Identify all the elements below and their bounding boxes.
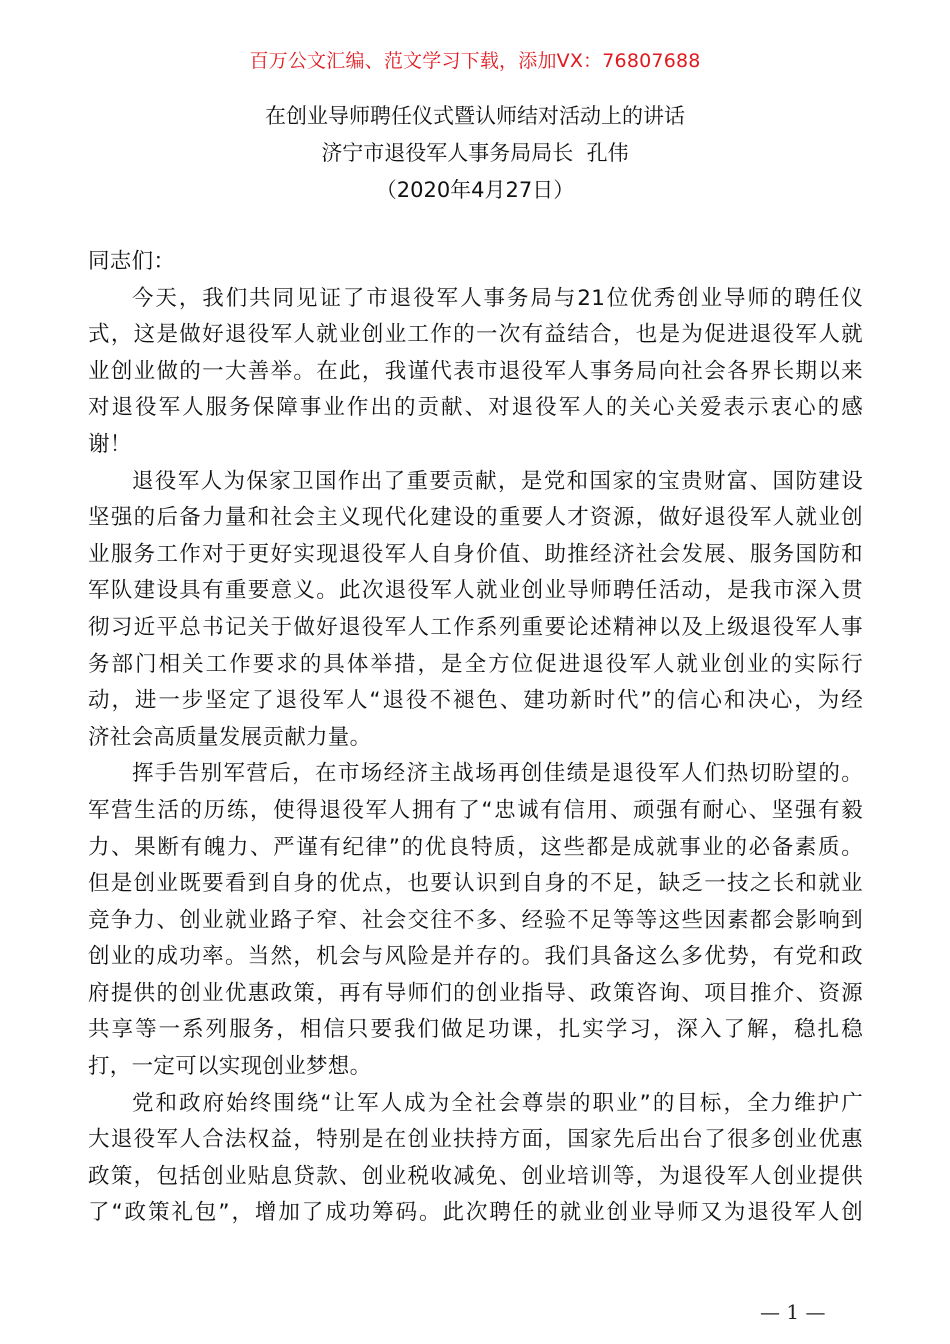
paragraph-line: 政策，包括创业贴息贷款、创业税收减免、创业培训等，为退役军人创业提供	[88, 1163, 863, 1189]
paragraph-4	[88, 1086, 863, 1232]
paragraph-line: 济社会高质量发展贡献力量。	[88, 724, 372, 750]
paragraph-line: 挥手告别军营后，在市场经济主战场再创佳绩是退役军人们热切盼望的。	[132, 761, 863, 787]
paragraph-line: 动，进一步坚定了退役军人“退役不褪色、建功新时代”的信心和决心，为经	[88, 688, 863, 714]
paragraph-line: 打，一定可以实现创业梦想。	[88, 1054, 372, 1080]
paragraph-line: 退役军人为保家卫国作出了重要贡献，是党和国家的宝贵财富、国防建设	[132, 468, 863, 494]
document-header	[0, 98, 950, 209]
speech-date: （2020年4月27日）	[375, 178, 575, 202]
paragraph-1	[88, 281, 863, 464]
paragraph-line: 对退役军人服务保障事业作出的贡献、对退役军人的关心关爱表示衷心的感	[88, 395, 863, 421]
paragraph-line: 党和政府始终围绕“让军人成为全社会尊崇的职业”的目标，全力维护广	[132, 1090, 863, 1116]
paragraph-line: 今天，我们共同见证了市退役军人事务局与21位优秀创业导师的聘任仪	[132, 285, 863, 311]
document-title: 在创业导师聘任仪式暨认师结对活动上的讲话	[265, 104, 685, 128]
paragraph-line: 军营生活的历练，使得退役军人拥有了“忠诚有信用、顽强有耐心、坚强有毅	[88, 797, 863, 823]
speaker-line: 济宁市退役军人事务局局长 孔伟	[321, 141, 629, 165]
paragraph-line: 但是创业既要看到自身的优点，也要认识到自身的不足，缺乏一技之长和就业	[88, 871, 863, 897]
paragraph-line: 大退役军人合法权益，特别是在创业扶持方面，国家先后出台了很多创业优惠	[88, 1127, 863, 1153]
paragraph-line: 了“政策礼包”，增加了成功筹码。此次聘任的就业创业导师又为退役军人创	[88, 1200, 863, 1226]
paragraph-line: 业创业做的一大善举。在此，我谨代表市退役军人事务局向社会各界长期以来	[88, 358, 863, 384]
paragraph-line: 坚强的后备力量和社会主义现代化建设的重要人才资源，做好退役军人就业创	[88, 505, 863, 531]
paragraph-line: 业服务工作对于更好实现退役军人自身价值、助推经济社会发展、服务国防和	[88, 541, 863, 567]
paragraph-2	[88, 464, 863, 757]
page-number: — 1 —	[760, 1300, 826, 1324]
paragraph-line: 共享等一系列服务，相信只要我们做足功课，扎实学习，深入了解，稳扎稳	[88, 1017, 863, 1043]
paragraph-line: 谢！	[88, 431, 132, 457]
salutation: 同志们：	[88, 249, 176, 274]
paragraph-line: 力、果断有魄力、严谨有纪律”的优良特质，这些都是成就事业的必备素质。	[88, 834, 863, 860]
paragraph-line: 府提供的创业优惠政策，再有导师们的创业指导、政策咨询、项目推介、资源	[88, 980, 863, 1006]
paragraph-line: 军队建设具有重要意义。此次退役军人就业创业导师聘任活动，是我市深入贯	[88, 578, 863, 604]
paragraph-3	[88, 756, 863, 1085]
promo-banner: 百万公文汇编、范文学习下载，添加VX：76807688	[249, 50, 701, 72]
paragraph-line: 创业的成功率。当然，机会与风险是并存的。我们具备这么多优势，有党和政	[88, 944, 863, 970]
paragraph-line: 式，这是做好退役军人就业创业工作的一次有益结合，也是为促进退役军人就	[88, 322, 863, 348]
paragraph-line: 务部门相关工作要求的具体举措，是全方位促进退役军人就业创业的实际行	[88, 651, 863, 677]
paragraph-line: 彻习近平总书记关于做好退役军人工作系列重要论述精神以及上级退役军人事	[88, 614, 863, 640]
document-body	[88, 244, 863, 1232]
paragraph-line: 竞争力、创业就业路子窄、社会交往不多、经验不足等等这些因素都会影响到	[88, 907, 863, 933]
